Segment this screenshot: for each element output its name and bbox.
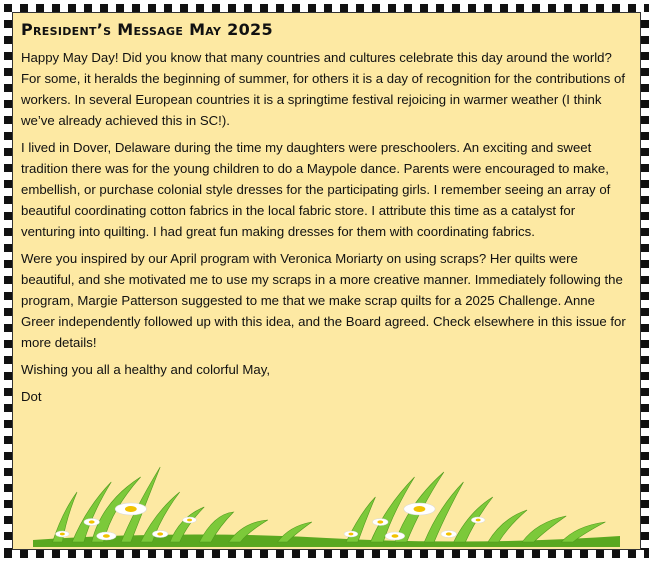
message-body xyxy=(21,47,628,407)
meadow-graphic xyxy=(33,452,620,547)
paragraph-3: Were you inspired by our April program with Veronica Moriarty on using scraps? Her quilts were beautiful, and she motivated me to use my scraps in a more creative manner. Immediately following the program, Margie Patterson suggested to me that we make scrap quilts for a 2025 Challenge. Anne Greer independently followed up with this idea, and the Board agreed. Check elsewhere in this issue for more details! xyxy=(21,251,626,350)
daisy-flowers xyxy=(56,503,485,540)
grass-daisy-illustration xyxy=(33,452,620,547)
signature: Dot xyxy=(21,389,42,404)
paragraph-1: Happy May Day! Did you know that many countries and cultures celebrate this day around the world? For some, it heralds the beginning of summer, for others it is a day of recognition for the contributions of workers. In several European countries it is a springtime festival rejoicing in warmer weather (I think we’ve already achieved this in SC!). xyxy=(21,50,626,128)
checkered-border-frame xyxy=(4,4,649,558)
message-panel xyxy=(12,12,641,550)
paragraph-2: I lived in Dover, Delaware during the time my daughters were preschoolers. An exciting and sweet tradition there was for the young children to do a Maypole dance. Parents were encouraged to make, embellish, or purchase colonial style dresses for the participating girls. I remember seeing an array of beautiful coordinating cotton fabrics in the local fabric store. I attribute this time as a catalyst for venturing into quilting. I had great fun making dresses for them with coordinating fabrics. xyxy=(21,140,611,239)
paragraph-closing: Wishing you all a healthy and colorful May, xyxy=(21,362,270,377)
page-title: President’s Message May 2025 xyxy=(21,20,273,39)
